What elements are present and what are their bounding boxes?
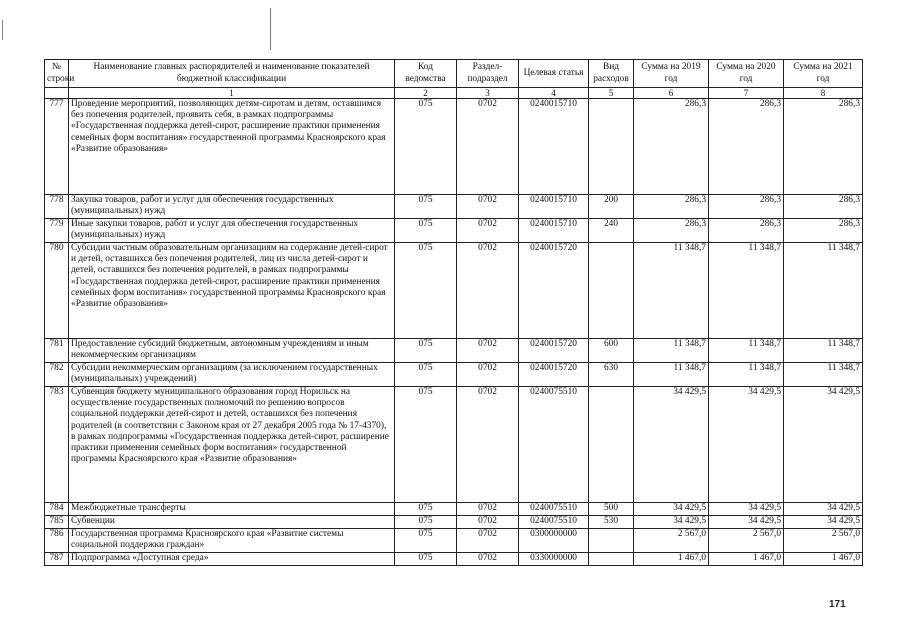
row-sum-2020: 34 429,5	[709, 387, 784, 503]
row-dept-code: 075	[395, 195, 457, 219]
page-number: 171	[829, 599, 846, 610]
row-sum-2019: 1 467,0	[634, 553, 709, 566]
row-sum-2019: 286,3	[634, 219, 709, 243]
table-row	[45, 195, 863, 219]
table-row	[45, 219, 863, 243]
row-dept-code: 075	[395, 363, 457, 387]
row-number: 777	[45, 99, 69, 195]
table-header-row	[45, 60, 863, 88]
row-sum-2019: 11 348,7	[634, 363, 709, 387]
row-name: Закупка товаров, работ и услуг для обеспечения государственных (муниципальных) нужд	[69, 195, 395, 219]
table-body	[45, 99, 863, 566]
scan-artifact-line	[270, 8, 271, 50]
row-sum-2019: 34 429,5	[634, 387, 709, 503]
col-header-target: Целевая статья	[519, 60, 589, 88]
col-number: 7	[709, 88, 784, 99]
row-name: Иные закупки товаров, работ и услуг для обеспечения государственных (муниципальных) нужд	[69, 219, 395, 243]
row-dept-code: 075	[395, 219, 457, 243]
row-section: 0702	[457, 99, 519, 195]
row-sum-2021: 11 348,7	[784, 243, 863, 339]
column-number-row	[45, 88, 863, 99]
row-dept-code: 075	[395, 529, 457, 553]
row-sum-2021: 11 348,7	[784, 363, 863, 387]
row-section: 0702	[457, 219, 519, 243]
row-dept-code: 075	[395, 99, 457, 195]
row-sum-2021: 34 429,5	[784, 516, 863, 529]
col-header-section: Раздел-подраздел	[457, 60, 519, 88]
row-expense-kind	[589, 529, 634, 553]
row-name: Субсидии частным образовательным организациям на содержание детей-сирот и детей, оставшихся без попечения родителей, лиц из числа детей-сирот и детей, оставшихся без попечения родителей, в рамках подпрограммы «Государственная поддержка детей-сирот, расширение практики применения семейных форм воспитания» государственной программы Красноярского края «Развитие образования»	[69, 243, 395, 339]
row-sum-2021: 1 467,0	[784, 553, 863, 566]
row-name: Субвенция бюджету муниципального образования город Норильск на осуществление государственных полномочий по решению вопросов социальной поддержки детей-сирот и детей, оставшихся без попечения родителей (в соответствии с Законом края от 27 декабря 2005 года № 17-4370), в рамках подпрограммы «Государственная поддержка детей-сирот, расширение практики применения семейных форм воспитания» государственной программы Красноярского края «Развитие образования»	[69, 387, 395, 503]
row-sum-2020: 286,3	[709, 99, 784, 195]
table-row	[45, 387, 863, 503]
row-target-article: 0240075510	[519, 387, 589, 503]
col-number: 1	[69, 88, 395, 99]
col-header-sum-2020: Сумма на 2020 год	[709, 60, 784, 88]
row-sum-2020: 34 429,5	[709, 503, 784, 516]
table-row	[45, 99, 863, 195]
row-section: 0702	[457, 553, 519, 566]
col-header-sum-2021: Сумма на 2021 год	[784, 60, 863, 88]
row-target-article: 0240015710	[519, 195, 589, 219]
row-sum-2021: 286,3	[784, 99, 863, 195]
row-dept-code: 075	[395, 243, 457, 339]
row-sum-2021: 2 567,0	[784, 529, 863, 553]
row-section: 0702	[457, 195, 519, 219]
col-header-sum-2019: Сумма на 2019 год	[634, 60, 709, 88]
row-expense-kind: 240	[589, 219, 634, 243]
row-target-article: 0240015710	[519, 99, 589, 195]
row-name: Проведение мероприятий, позволяющих детям-сиротам и детям, оставшимся без попечения родителей, проявить себя, в рамках подпрограммы «Государственная поддержка детей-сирот, расширение практики применения семейных форм воспитания» государственной программы Красноярского края «Развитие образования»	[69, 99, 395, 195]
row-section: 0702	[457, 516, 519, 529]
row-dept-code: 075	[395, 553, 457, 566]
col-number: 5	[589, 88, 634, 99]
row-name: Предоставление субсидий бюджетным, автономным учреждениям и иным некоммерческим организациям	[69, 339, 395, 363]
row-name: Межбюджетные трансферты	[69, 503, 395, 516]
row-number: 786	[45, 529, 69, 553]
table-row	[45, 553, 863, 566]
row-dept-code: 075	[395, 516, 457, 529]
row-expense-kind	[589, 387, 634, 503]
row-sum-2020: 1 467,0	[709, 553, 784, 566]
table-row	[45, 503, 863, 516]
row-number: 780	[45, 243, 69, 339]
row-sum-2020: 11 348,7	[709, 363, 784, 387]
table-row	[45, 363, 863, 387]
col-number: 2	[395, 88, 457, 99]
row-number: 784	[45, 503, 69, 516]
col-header-kind: Вид расходов	[589, 60, 634, 88]
row-sum-2021: 286,3	[784, 195, 863, 219]
row-target-article: 0240075510	[519, 516, 589, 529]
col-number: 6	[634, 88, 709, 99]
row-target-article: 0240075510	[519, 503, 589, 516]
row-number: 785	[45, 516, 69, 529]
row-sum-2021: 34 429,5	[784, 387, 863, 503]
row-expense-kind: 500	[589, 503, 634, 516]
row-expense-kind: 200	[589, 195, 634, 219]
row-target-article: 0240015710	[519, 219, 589, 243]
row-number: 782	[45, 363, 69, 387]
row-dept-code: 075	[395, 503, 457, 516]
row-expense-kind: 630	[589, 363, 634, 387]
table-row	[45, 243, 863, 339]
row-target-article: 0330000000	[519, 553, 589, 566]
row-section: 0702	[457, 243, 519, 339]
row-name: Субвенции	[69, 516, 395, 529]
budget-table	[44, 59, 863, 566]
col-number: 4	[519, 88, 589, 99]
col-header-name: Наименование главных распорядителей и наименование показателей бюджетной классификации	[69, 60, 395, 88]
row-sum-2020: 286,3	[709, 195, 784, 219]
row-sum-2019: 286,3	[634, 195, 709, 219]
col-number: 8	[784, 88, 863, 99]
row-name: Государственная программа Красноярского края «Развитие системы социальной поддержки граждан»	[69, 529, 395, 553]
row-section: 0702	[457, 339, 519, 363]
row-target-article: 0240015720	[519, 363, 589, 387]
table-row	[45, 339, 863, 363]
row-sum-2021: 11 348,7	[784, 339, 863, 363]
col-header-dept: Код ведомства	[395, 60, 457, 88]
col-number: 3	[457, 88, 519, 99]
row-number: 787	[45, 553, 69, 566]
table-row	[45, 516, 863, 529]
row-target-article: 0240015720	[519, 243, 589, 339]
row-sum-2020: 34 429,5	[709, 516, 784, 529]
row-section: 0702	[457, 529, 519, 553]
col-number	[45, 88, 69, 99]
row-section: 0702	[457, 503, 519, 516]
row-expense-kind: 530	[589, 516, 634, 529]
row-sum-2019: 34 429,5	[634, 503, 709, 516]
row-number: 783	[45, 387, 69, 503]
row-number: 779	[45, 219, 69, 243]
row-sum-2019: 286,3	[634, 99, 709, 195]
row-number: 778	[45, 195, 69, 219]
col-header-row-no: № строки	[45, 60, 69, 88]
row-expense-kind	[589, 243, 634, 339]
table-row	[45, 529, 863, 553]
row-dept-code: 075	[395, 339, 457, 363]
row-expense-kind: 600	[589, 339, 634, 363]
row-sum-2019: 11 348,7	[634, 243, 709, 339]
row-number: 781	[45, 339, 69, 363]
scan-artifact-line-left	[2, 20, 3, 40]
row-dept-code: 075	[395, 387, 457, 503]
row-section: 0702	[457, 387, 519, 503]
row-sum-2020: 2 567,0	[709, 529, 784, 553]
row-sum-2019: 11 348,7	[634, 339, 709, 363]
row-sum-2019: 2 567,0	[634, 529, 709, 553]
row-name: Подпрограмма «Доступная среда»	[69, 553, 395, 566]
row-target-article: 0300000000	[519, 529, 589, 553]
row-sum-2021: 286,3	[784, 219, 863, 243]
row-section: 0702	[457, 363, 519, 387]
row-sum-2021: 34 429,5	[784, 503, 863, 516]
row-target-article: 0240015720	[519, 339, 589, 363]
row-expense-kind	[589, 99, 634, 195]
row-name: Субсидии некоммерческим организациям (за исключением государственных (муниципальных) учреждений)	[69, 363, 395, 387]
row-expense-kind	[589, 553, 634, 566]
row-sum-2020: 11 348,7	[709, 339, 784, 363]
row-sum-2019: 34 429,5	[634, 516, 709, 529]
row-sum-2020: 286,3	[709, 219, 784, 243]
row-sum-2020: 11 348,7	[709, 243, 784, 339]
